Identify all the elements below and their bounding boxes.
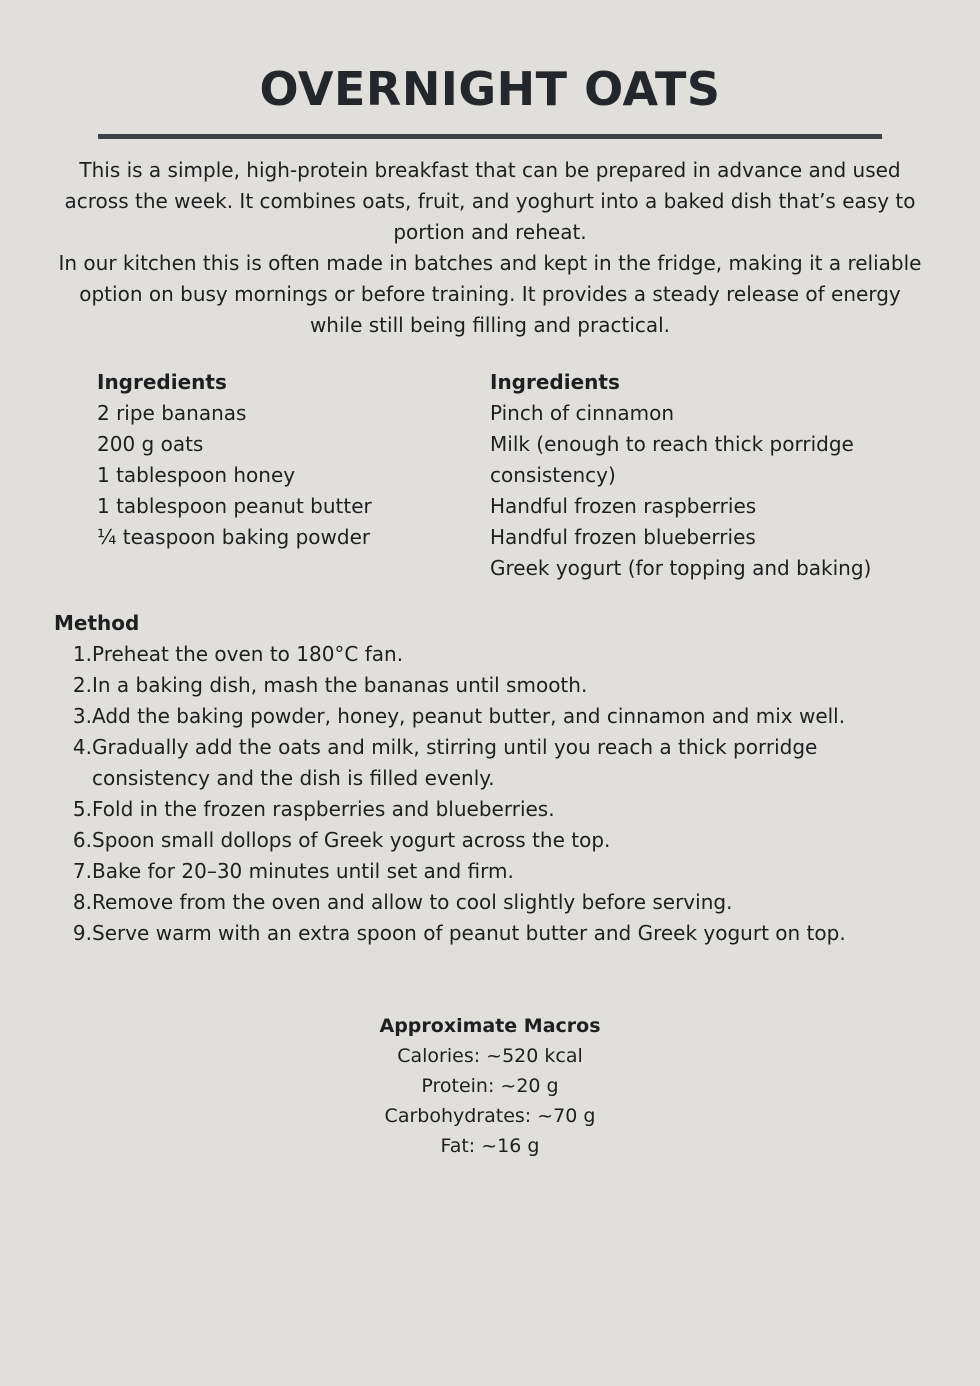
method-step: [54, 639, 934, 670]
macro-protein: Protein: ~20 g: [421, 1075, 559, 1097]
step-number: 5.: [72, 797, 92, 821]
ingredient-item: Greek yogurt (for topping and baking): [490, 556, 872, 580]
step-text: Preheat the oven to 180°C fan.: [92, 642, 404, 666]
intro-text: [58, 155, 922, 341]
step-number: 9.: [72, 921, 92, 945]
macro-fat: Fat: ~16 g: [440, 1135, 540, 1157]
step-text: Spoon small dollops of Greek yogurt across the top.: [92, 828, 611, 852]
macros-heading: Approximate Macros: [379, 1015, 601, 1037]
method-step: [54, 794, 934, 825]
ingredient-item: 2 ripe bananas: [97, 401, 247, 425]
ingredient-item: 200 g oats: [97, 432, 204, 456]
step-text: Serve warm with an extra spoon of peanut butter and Greek yogurt on top.: [92, 921, 846, 945]
method-step: [54, 856, 934, 887]
step-text: Gradually add the oats and milk, stirring until you reach a thick porridge consistency and the dish is filled evenly.: [92, 735, 818, 790]
method-step: [54, 918, 934, 949]
step-number: 1.: [72, 642, 92, 666]
step-text: Bake for 20–30 minutes until set and firm.: [92, 859, 514, 883]
step-text: Remove from the oven and allow to cool slightly before serving.: [92, 890, 733, 914]
page-title: OVERNIGHT OATS: [259, 62, 721, 116]
step-number: 8.: [72, 890, 92, 914]
ingredients-heading: Ingredients: [97, 370, 227, 394]
method-section: [54, 608, 934, 949]
step-text: Fold in the frozen raspberries and blueberries.: [92, 797, 555, 821]
step-number: 6.: [72, 828, 92, 852]
step-number: 7.: [72, 859, 92, 883]
macro-carbohydrates: Carbohydrates: ~70 g: [384, 1105, 596, 1127]
ingredient-item: ¼ teaspoon baking powder: [97, 525, 371, 549]
title-divider: [98, 134, 882, 139]
step-text: Add the baking powder, honey, peanut butter, and cinnamon and mix well.: [92, 704, 846, 728]
ingredients-heading: Ingredients: [490, 370, 620, 394]
ingredient-item: 1 tablespoon honey: [97, 463, 296, 487]
method-step: [54, 701, 934, 732]
macros-section: [0, 1011, 980, 1161]
ingredient-item: 1 tablespoon peanut butter: [97, 494, 372, 518]
step-text: In a baking dish, mash the bananas until smooth.: [92, 673, 588, 697]
method-step: [54, 670, 934, 701]
ingredient-item: Milk (enough to reach thick porridge consistency): [490, 432, 854, 487]
ingredients-list-right: [490, 367, 910, 584]
macro-calories: Calories: ~520 kcal: [397, 1045, 583, 1067]
step-number: 3.: [72, 704, 92, 728]
method-step: [54, 825, 934, 856]
method-heading: Method: [54, 611, 140, 635]
intro-paragraph: This is a simple, high-protein breakfast that can be prepared in advance and used across the week. It combines oats, fruit, and yoghurt into a baked dish that’s easy to portion and reheat.: [64, 158, 916, 244]
step-number: 2.: [72, 673, 92, 697]
ingredient-item: Pinch of cinnamon: [490, 401, 675, 425]
method-step: [54, 887, 934, 918]
step-number: 4.: [72, 735, 92, 759]
ingredient-item: Handful frozen raspberries: [490, 494, 757, 518]
intro-paragraph: In our kitchen this is often made in batches and kept in the fridge, making it a reliable option on busy mornings or before training. It provides a steady release of energy while still being filling and practical.: [58, 251, 922, 337]
ingredients-list-left: [97, 367, 467, 553]
method-step: [54, 732, 934, 794]
ingredient-item: Handful frozen blueberries: [490, 525, 756, 549]
